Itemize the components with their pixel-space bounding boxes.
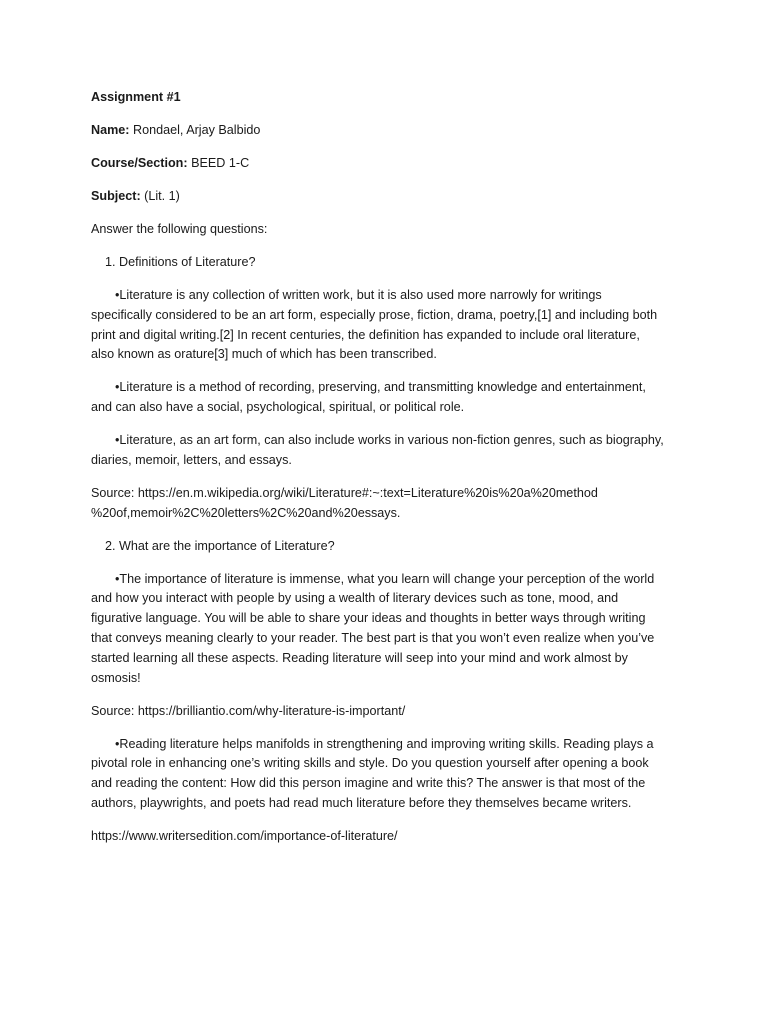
name-label: Name:: [91, 122, 130, 137]
question-1-prompt: 1. Definitions of Literature?: [105, 254, 256, 269]
question-1-answer-1: [91, 286, 681, 365]
source-line: Source: https://brilliantio.com/why-literature-is-important/: [91, 703, 406, 718]
answer-line: •Literature is any collection of written work, but it is also used more narrowly for writings: [115, 287, 602, 302]
answer-line: and can also have a social, psychological, spiritual, or political role.: [91, 400, 465, 415]
source-line: %20of,memoir%2C%20letters%2C%20and%20essays.: [91, 505, 401, 520]
answer-line: specifically considered to be an art form, especially prose, fiction, drama, poetry,[1] and including both: [91, 307, 658, 322]
answer-line: print and digital writing.[2] In recent centuries, the definition has expanded to include oral literature,: [91, 327, 640, 342]
subject-value: (Lit. 1): [140, 188, 180, 203]
course-row: [91, 154, 681, 174]
question-2-source-1: [91, 702, 681, 722]
answer-line: also known as orature[3] much of which has been transcribed.: [91, 347, 437, 362]
source-line: https://www.writersedition.com/importance-of-literature/: [91, 828, 398, 843]
name-row: [91, 121, 681, 141]
answer-line: that conveys meaning clearly to your reader. The best part is that you won’t even realize when you’ve: [91, 631, 655, 645]
question-1-answer-3: [91, 431, 681, 471]
document-page: [91, 88, 681, 860]
answer-line: authors, playwrights, and poets had read much literature before they themselves became writers.: [91, 795, 632, 810]
answer-line: •The importance of literature is immense, what you learn will change your perception of the world: [115, 571, 655, 586]
answer-line: and reading the content: How did this person imagine and write this? The answer is that most of the: [91, 776, 646, 791]
answer-line: and how you interact with people by using a wealth of literary devices such as tone, mood, and: [91, 591, 619, 606]
answer-line: started learning all these aspects. Reading literature will seep into your mind and work almost by: [91, 650, 628, 665]
answer-line: figurative language. You will be able to share your ideas and thoughts in better ways through writing: [91, 611, 646, 626]
subject-row: [91, 187, 681, 207]
course-value: BEED 1-C: [187, 155, 250, 170]
answer-line: •Literature, as an art form, can also include works in various non-fiction genres, such as biography,: [115, 433, 664, 448]
name-value: Rondael, Arjay Balbido: [129, 122, 261, 137]
course-label: Course/Section:: [91, 155, 188, 170]
answer-line: •Reading literature helps manifolds in strengthening and improving writing skills. Reading plays a: [115, 736, 654, 751]
question-2-answer-1: [91, 570, 681, 689]
source-line: Source: https://en.m.wikipedia.org/wiki/Literature#:~:text=Literature%20is%20a%20method: [91, 485, 598, 500]
assignment-title: Assignment #1: [91, 90, 181, 104]
answer-line: pivotal role in enhancing one’s writing skills and style. Do you question yourself after opening a book: [91, 756, 649, 771]
question-1-answer-2: [91, 378, 681, 418]
subject-label: Subject:: [91, 188, 141, 203]
answer-line: osmosis!: [91, 670, 141, 685]
instructions: Answer the following questions:: [91, 221, 268, 236]
answer-line: diaries, memoir, letters, and essays.: [91, 452, 292, 467]
question-2-answer-2: [91, 735, 681, 814]
question-2-prompt: 2. What are the importance of Literature?: [105, 538, 335, 553]
answer-line: •Literature is a method of recording, preserving, and transmitting knowledge and entertainment,: [115, 380, 646, 395]
question-2-source-2: [91, 827, 681, 847]
question-1-source: [91, 484, 681, 524]
